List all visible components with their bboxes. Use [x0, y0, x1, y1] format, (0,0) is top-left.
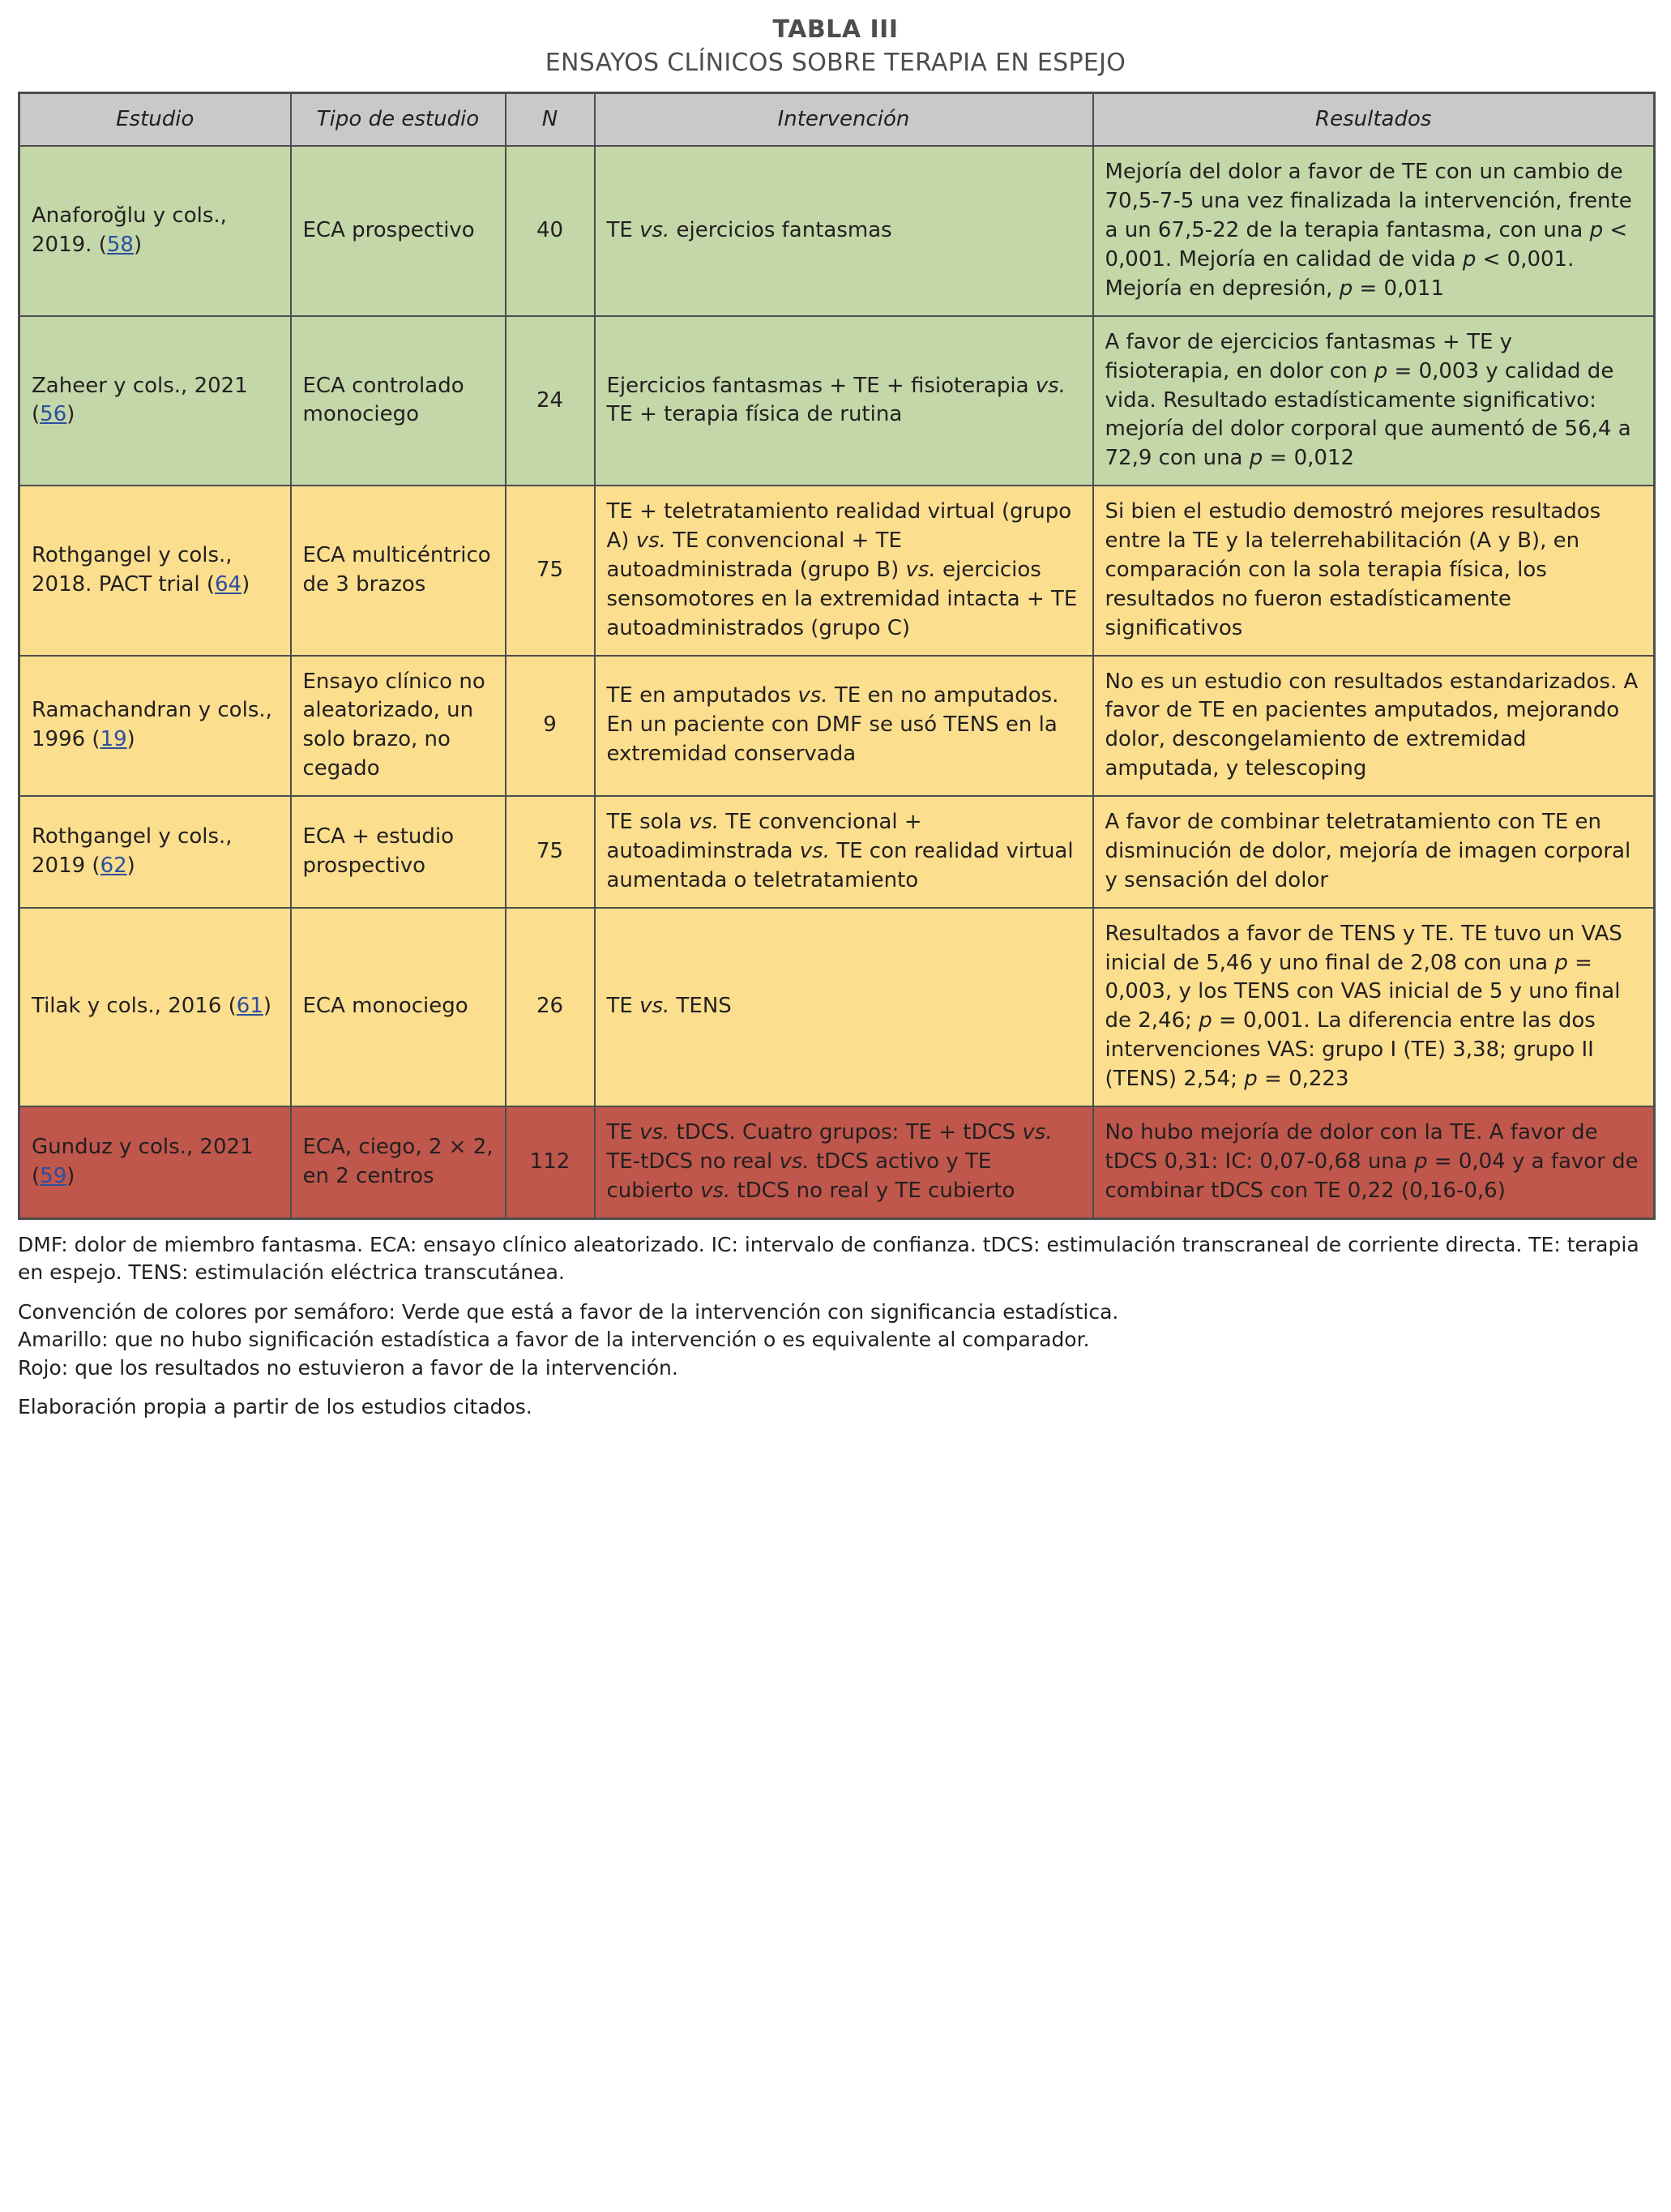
table-row [19, 1106, 1655, 1218]
cell-intervencion: TE en amputados vs. TE en no amputados. En un paciente con DMF se usó TENS en la extremidad conservada [595, 656, 1093, 797]
cell-resultados: Resultados a favor de TENS y TE. TE tuvo un VAS inicial de 5,46 y uno final de 2,08 con una p = 0,003, y los TENS con VAS inicial de 5 y uno final de 2,46; p = 0,001. La diferencia entre las dos intervenciones VAS: grupo I (TE) 3,38; grupo II (TENS) 2,54; p = 0,223 [1093, 908, 1655, 1106]
column-header-resultados: Resultados [1093, 92, 1655, 146]
cell-intervencion: TE sola vs. TE convencional + autoadiminstrada vs. TE con realidad virtual aumentada o teletratamiento [595, 796, 1093, 908]
cell-tipo-estudio: ECA + estudio prospectivo [291, 796, 506, 908]
cell-estudio: Tilak y cols., 2016 (61) [19, 908, 291, 1106]
cell-resultados: No es un estudio con resultados estandarizados. A favor de TE en pacientes amputados, mejorando dolor, descongelamiento de extremidad amputada, y telescoping [1093, 656, 1655, 797]
cell-tipo-estudio: ECA controlado monociego [291, 316, 506, 486]
cell-estudio: Ramachandran y cols., 1996 (19) [19, 656, 291, 797]
cell-n: 40 [506, 146, 595, 315]
title-block [18, 15, 1653, 79]
cell-intervencion: TE vs. ejercicios fantasmas [595, 146, 1093, 315]
cell-resultados: A favor de ejercicios fantasmas + TE y fisioterapia, en dolor con p = 0,003 y calidad de vida. Resultado estadísticamente significativo: mejoría del dolor corporal que aumentó de 56,4 a 72,9 con una p = 0,012 [1093, 316, 1655, 486]
cell-n: 9 [506, 656, 595, 797]
color-convention-red: Rojo: que los resultados no estuvieron a favor de la intervención. [18, 1355, 678, 1380]
cell-estudio: Rothgangel y cols., 2018. PACT trial (64) [19, 486, 291, 655]
cell-tipo-estudio: ECA, ciego, 2 × 2, en 2 centros [291, 1106, 506, 1218]
table-number: TABLA III [772, 15, 899, 44]
color-convention-yellow: Amarillo: que no hubo significación estadística a favor de la intervención o es equivalente al comparador. [18, 1328, 1090, 1351]
abbreviations-note: DMF: dolor de miembro fantasma. ECA: ensayo clínico aleatorizado. IC: intervalo de confianza. tDCS: estimulación transcraneal de corriente directa. TE: terapia en espejo. TENS: estimulación eléctrica transcutánea. [18, 1232, 1639, 1284]
cell-n: 112 [506, 1106, 595, 1218]
column-header-tipo-estudio: Tipo de estudio [291, 92, 506, 146]
cell-estudio: Gunduz y cols., 2021 (59) [19, 1106, 291, 1218]
table-row [19, 316, 1655, 486]
cell-estudio: Zaheer y cols., 2021 (56) [19, 316, 291, 486]
cell-estudio: Anaforoğlu y cols., 2019. (58) [19, 146, 291, 315]
color-convention-green: Convención de colores por semáforo: Verde que está a favor de la intervención con significancia estadística. [18, 1299, 1119, 1324]
table-row [19, 486, 1655, 655]
cell-tipo-estudio: Ensayo clínico no aleatorizado, un solo brazo, no cegado [291, 656, 506, 797]
cell-n: 75 [506, 796, 595, 908]
cell-n: 75 [506, 486, 595, 655]
column-header-n: N [506, 92, 595, 146]
color-convention-note [18, 1299, 1653, 1383]
cell-resultados: A favor de combinar teletratamiento con TE en disminución de dolor, mejoría de imagen corporal y sensación del dolor [1093, 796, 1655, 908]
header-row [19, 92, 1655, 146]
cell-n: 24 [506, 316, 595, 486]
column-header-intervencion: Intervención [595, 92, 1093, 146]
cell-tipo-estudio: ECA multicéntrico de 3 brazos [291, 486, 506, 655]
cell-intervencion: TE vs. TENS [595, 908, 1093, 1106]
source-note: Elaboración propia a partir de los estudios citados. [18, 1395, 532, 1418]
table-body [19, 146, 1655, 1218]
table-header [19, 92, 1655, 146]
cell-resultados: No hubo mejoría de dolor con la TE. A favor de tDCS 0,31: IC: 0,07-0,68 una p = 0,04 y a favor de combinar tDCS con TE 0,22 (0,16-0,6) [1093, 1106, 1655, 1218]
cell-intervencion: TE + teletratamiento realidad virtual (grupo A) vs. TE convencional + TE autoadministrada (grupo B) vs. ejercicios sensomotores en la extremidad intacta + TE autoadministrados (grupo C) [595, 486, 1093, 655]
table-row [19, 796, 1655, 908]
cell-intervencion: TE vs. tDCS. Cuatro grupos: TE + tDCS vs. TE-tDCS no real vs. tDCS activo y TE cubierto vs. tDCS no real y TE cubierto [595, 1106, 1093, 1218]
clinical-trials-table [18, 92, 1656, 1220]
table-row [19, 146, 1655, 315]
cell-tipo-estudio: ECA monociego [291, 908, 506, 1106]
column-header-estudio: Estudio [19, 92, 291, 146]
table-row [19, 908, 1655, 1106]
cell-n: 26 [506, 908, 595, 1106]
cell-resultados: Si bien el estudio demostró mejores resultados entre la TE y la telerrehabilitación (A y B), en comparación con la sola terapia física, los resultados no fueron estadísticamente significativos [1093, 486, 1655, 655]
table-title: ENSAYOS CLÍNICOS SOBRE TERAPIA EN ESPEJO [545, 48, 1126, 77]
table-footnotes [18, 1231, 1653, 1422]
cell-resultados: Mejoría del dolor a favor de TE con un cambio de 70,5-7-5 una vez finalizada la intervención, frente a un 67,5-22 de la terapia fantasma, con una p < 0,001. Mejoría en calidad de vida p < 0,001. Mejoría en depresión, p = 0,011 [1093, 146, 1655, 315]
cell-tipo-estudio: ECA prospectivo [291, 146, 506, 315]
cell-estudio: Rothgangel y cols., 2019 (62) [19, 796, 291, 908]
cell-intervencion: Ejercicios fantasmas + TE + fisioterapia vs. TE + terapia física de rutina [595, 316, 1093, 486]
table-row [19, 656, 1655, 797]
